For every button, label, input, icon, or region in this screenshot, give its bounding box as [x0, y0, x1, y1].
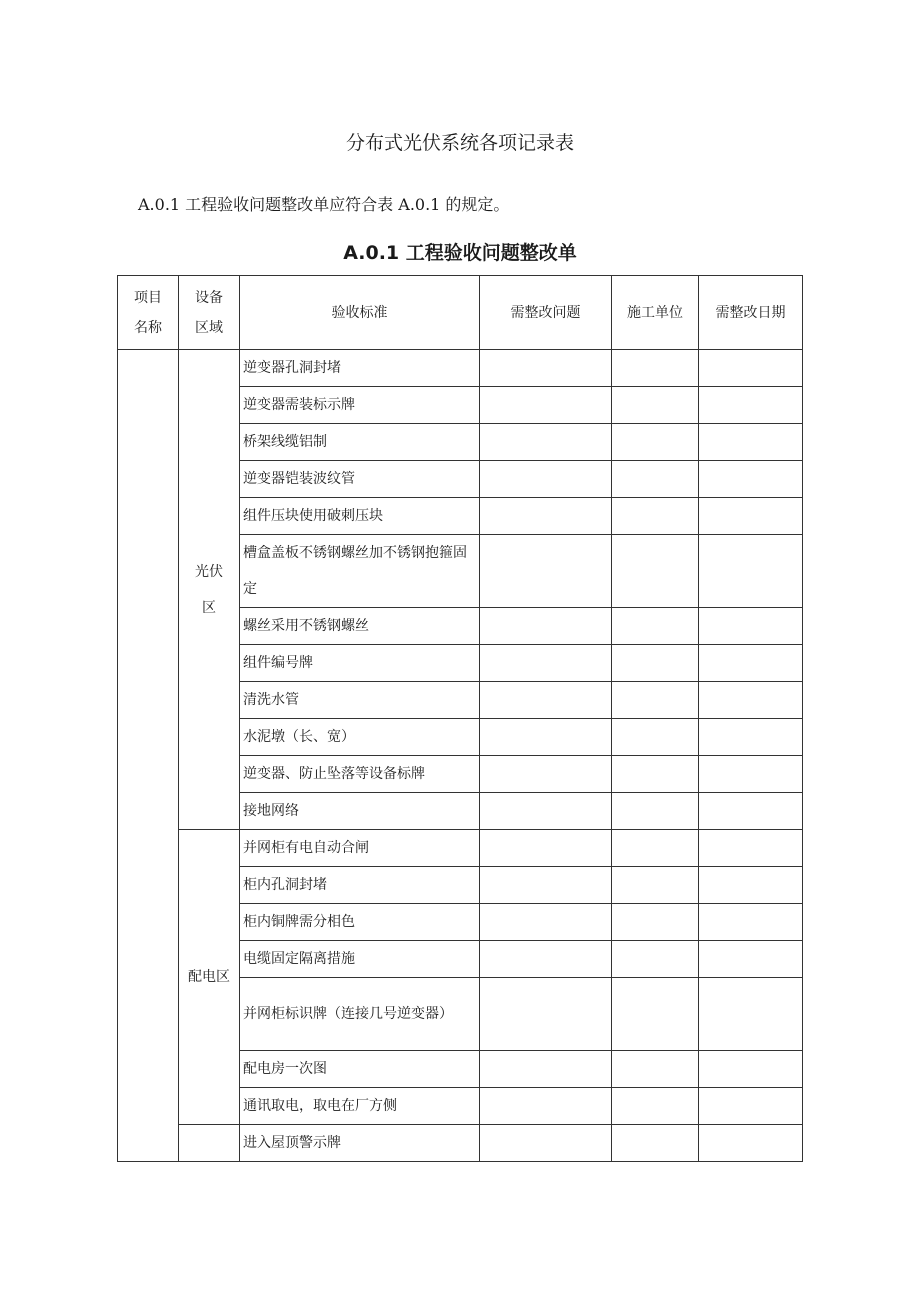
date-cell	[699, 1125, 803, 1162]
header-date: 需整改日期	[699, 276, 803, 350]
issue-cell	[480, 1125, 612, 1162]
area-label-line2: 区	[202, 599, 216, 616]
standard-cell: 逆变器需装标示牌	[240, 387, 480, 424]
standard-cell: 配电房一次图	[240, 1051, 480, 1088]
standard-cell: 接地网络	[240, 793, 480, 830]
standard-cell: 清洗水管	[240, 682, 480, 719]
area-cell-distribution	[179, 830, 240, 1125]
unit-cell	[612, 1125, 699, 1162]
standard-cell: 逆变器孔洞封堵	[240, 350, 480, 387]
table-row	[118, 830, 803, 867]
issue-cell	[480, 461, 612, 498]
header-area-line2: 区域	[195, 319, 223, 336]
standard-cell: 并网柜有电自动合闸	[240, 830, 480, 867]
issue-cell	[480, 1088, 612, 1125]
date-cell	[699, 793, 803, 830]
unit-cell	[612, 461, 699, 498]
standard-cell: 逆变器、防止坠落等设备标牌	[240, 756, 480, 793]
issue-cell	[480, 387, 612, 424]
unit-cell	[612, 978, 699, 1051]
standard-cell: 电缆固定隔离措施	[240, 941, 480, 978]
standard-cell: 逆变器铠装波纹管	[240, 461, 480, 498]
header-project	[118, 276, 179, 350]
unit-cell	[612, 535, 699, 608]
date-cell	[699, 756, 803, 793]
unit-cell	[612, 608, 699, 645]
issue-cell	[480, 756, 612, 793]
date-cell	[699, 941, 803, 978]
date-cell	[699, 350, 803, 387]
unit-cell	[612, 682, 699, 719]
issue-cell	[480, 941, 612, 978]
table-title: A.0.1 工程验收问题整改单	[343, 242, 577, 264]
header-unit: 施工单位	[612, 276, 699, 350]
unit-cell	[612, 424, 699, 461]
standard-cell: 槽盒盖板不锈钢螺丝加不锈钢抱箍固定	[240, 535, 480, 608]
date-cell	[699, 387, 803, 424]
area-label-line1: 配电区	[188, 969, 230, 985]
standard-cell: 组件编号牌	[240, 645, 480, 682]
date-cell	[699, 498, 803, 535]
issue-cell	[480, 682, 612, 719]
date-cell	[699, 1051, 803, 1088]
issue-cell	[480, 535, 612, 608]
standard-cell: 组件压块使用破刺压块	[240, 498, 480, 535]
date-cell	[699, 461, 803, 498]
standard-cell: 柜内铜牌需分相色	[240, 904, 480, 941]
standard-cell: 桥架线缆铝制	[240, 424, 480, 461]
date-cell	[699, 682, 803, 719]
unit-cell	[612, 830, 699, 867]
date-cell	[699, 535, 803, 608]
header-area	[179, 276, 240, 350]
unit-cell	[612, 1088, 699, 1125]
issue-cell	[480, 350, 612, 387]
header-area-line1: 设备	[195, 289, 223, 306]
issue-cell	[480, 498, 612, 535]
standard-cell: 通讯取电，取电在厂方侧	[240, 1088, 480, 1125]
unit-cell	[612, 793, 699, 830]
unit-cell	[612, 387, 699, 424]
unit-cell	[612, 645, 699, 682]
issue-cell	[480, 978, 612, 1051]
date-cell	[699, 645, 803, 682]
table-row	[118, 350, 803, 387]
standard-cell: 并网柜标识牌（连接几号逆变器）	[240, 978, 480, 1051]
date-cell	[699, 867, 803, 904]
table-row	[118, 1125, 803, 1162]
unit-cell	[612, 941, 699, 978]
rectification-table	[117, 275, 803, 1162]
issue-cell	[480, 830, 612, 867]
date-cell	[699, 424, 803, 461]
document-title: 分布式光伏系统各项记录表	[345, 132, 574, 154]
unit-cell	[612, 904, 699, 941]
issue-cell	[480, 867, 612, 904]
intro-paragraph: A.0.1 工程验收问题整改单应符合表 A.0.1 的规定。	[138, 195, 510, 214]
issue-cell	[480, 424, 612, 461]
standard-cell: 螺丝采用不锈钢螺丝	[240, 608, 480, 645]
standard-cell: 水泥墩（长、宽）	[240, 719, 480, 756]
header-project-line2: 名称	[134, 319, 162, 336]
area-label-line1: 光伏	[195, 563, 223, 580]
issue-cell	[480, 904, 612, 941]
unit-cell	[612, 498, 699, 535]
standard-cell: 柜内孔洞封堵	[240, 867, 480, 904]
area-cell-pv	[179, 350, 240, 830]
issue-cell	[480, 1051, 612, 1088]
date-cell	[699, 904, 803, 941]
header-row	[118, 276, 803, 350]
area-cell-empty	[179, 1125, 240, 1162]
project-name-cell	[118, 350, 179, 1162]
header-standard: 验收标准	[240, 276, 480, 350]
unit-cell	[612, 756, 699, 793]
unit-cell	[612, 867, 699, 904]
issue-cell	[480, 719, 612, 756]
issue-cell	[480, 793, 612, 830]
unit-cell	[612, 719, 699, 756]
standard-cell: 进入屋顶警示牌	[240, 1125, 480, 1162]
unit-cell	[612, 1051, 699, 1088]
issue-cell	[480, 645, 612, 682]
date-cell	[699, 978, 803, 1051]
unit-cell	[612, 350, 699, 387]
header-project-line1: 项目	[134, 289, 162, 306]
date-cell	[699, 719, 803, 756]
date-cell	[699, 830, 803, 867]
date-cell	[699, 1088, 803, 1125]
date-cell	[699, 608, 803, 645]
issue-cell	[480, 608, 612, 645]
header-issue: 需整改问题	[480, 276, 612, 350]
